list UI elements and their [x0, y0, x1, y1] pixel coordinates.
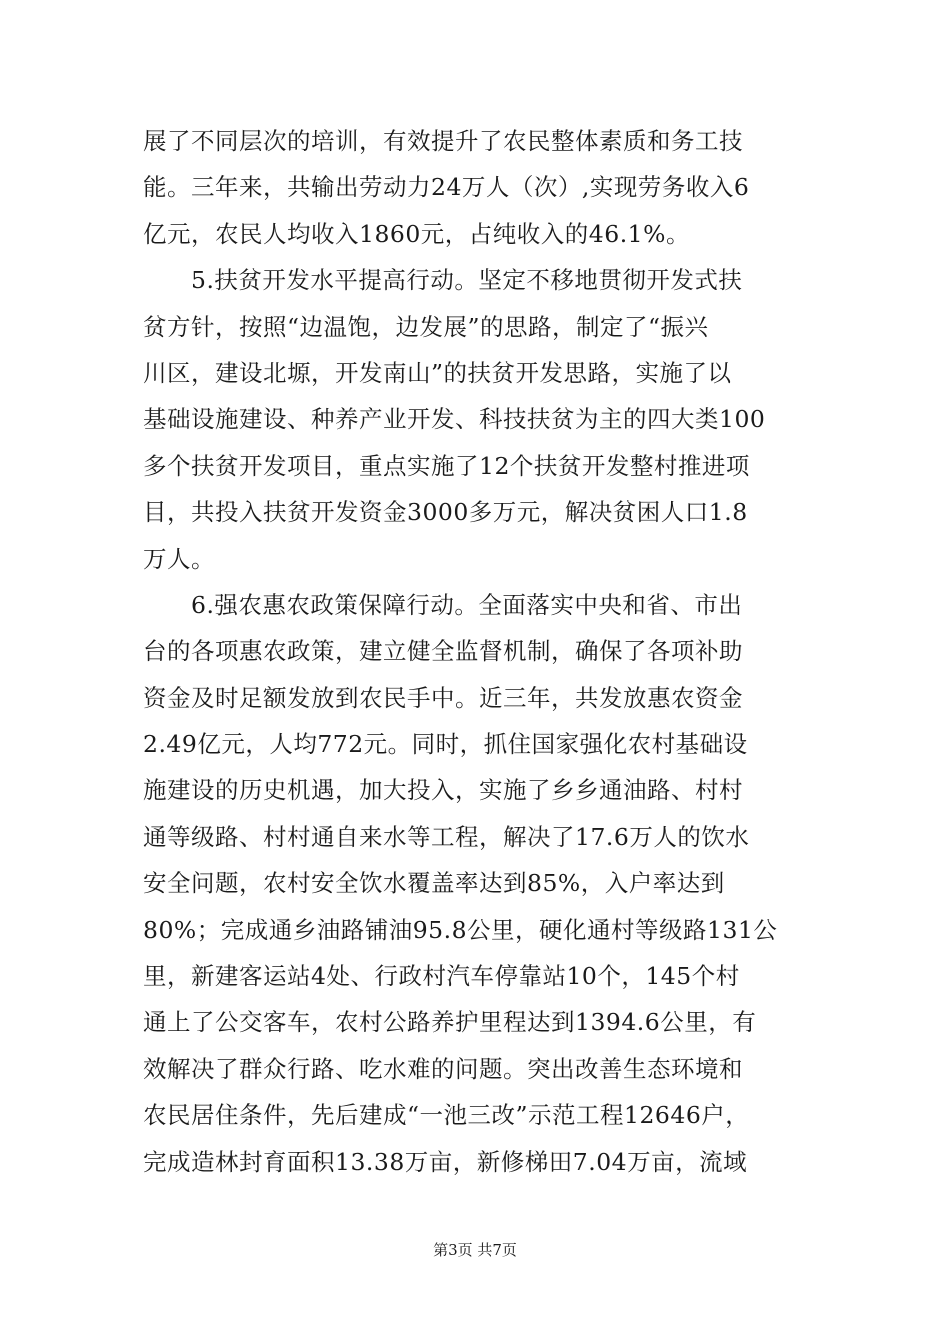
- text-line: 目，共投入扶贫开发资金3000多万元，解决贫困人口1.8: [143, 498, 748, 527]
- text-line: 80%；完成通乡油路铺油95.8公里，硬化通村等级路131公: [143, 915, 778, 944]
- text-line: 基础设施建设、种养产业开发、科技扶贫为主的四大类100: [143, 405, 766, 434]
- body-text: [143, 118, 811, 1185]
- text-line: 万人。: [143, 544, 215, 573]
- text-line: 能。三年来，共输出劳动力24万人（次）,实现劳务收入6: [143, 173, 750, 202]
- text-line: 2.49亿元，人均772元。同时，抓住国家强化农村基础设: [143, 730, 748, 759]
- paragraph-start-line: 5.扶贫开发水平提高行动。坚定不移地贯彻开发式扶: [191, 266, 743, 295]
- text-line: 台的各项惠农政策，建立健全监督机制，确保了各项补助: [143, 637, 743, 666]
- text-line: 农民居住条件，先后建成“一池三改”示范工程12646户，: [143, 1101, 750, 1130]
- page-number-footer: 第3页 共7页: [433, 1241, 517, 1259]
- text-line: 多个扶贫开发项目，重点实施了12个扶贫开发整村推进项: [143, 451, 750, 480]
- text-line: 施建设的历史机遇，加大投入，实施了乡乡通油路、村村: [143, 776, 743, 805]
- text-line: 效解决了群众行路、吃水难的问题。突出改善生态环境和: [143, 1054, 743, 1083]
- text-line: 资金及时足额发放到农民手中。近三年，共发放惠农资金: [143, 683, 743, 712]
- text-line: 完成造林封育面积13.38万亩，新修梯田7.04万亩，流域: [143, 1147, 748, 1176]
- text-line: 通等级路、村村通自来水等工程，解决了17.6万人的饮水: [143, 822, 750, 851]
- text-line: 贫方针，按照“边温饱，边发展”的思路，制定了“振兴: [143, 312, 709, 341]
- text-line: 川区，建设北塬，开发南山”的扶贫开发思路，实施了以: [143, 358, 732, 387]
- text-line: 展了不同层次的培训，有效提升了农民整体素质和务工技: [143, 127, 743, 155]
- text-line: 通上了公交客车，农村公路养护里程达到1394.6公里，有: [143, 1008, 757, 1037]
- text-line: 里，新建客运站4处、行政村汽车停靠站10个，145个村: [143, 962, 740, 991]
- text-line: 亿元，农民人均收入1860元，占纯收入的46.1%。: [143, 219, 690, 248]
- paragraph-start-line: 6.强农惠农政策保障行动。全面落实中央和省、市出: [191, 590, 743, 619]
- text-line: 安全问题，农村安全饮水覆盖率达到85%，入户率达到: [143, 869, 725, 898]
